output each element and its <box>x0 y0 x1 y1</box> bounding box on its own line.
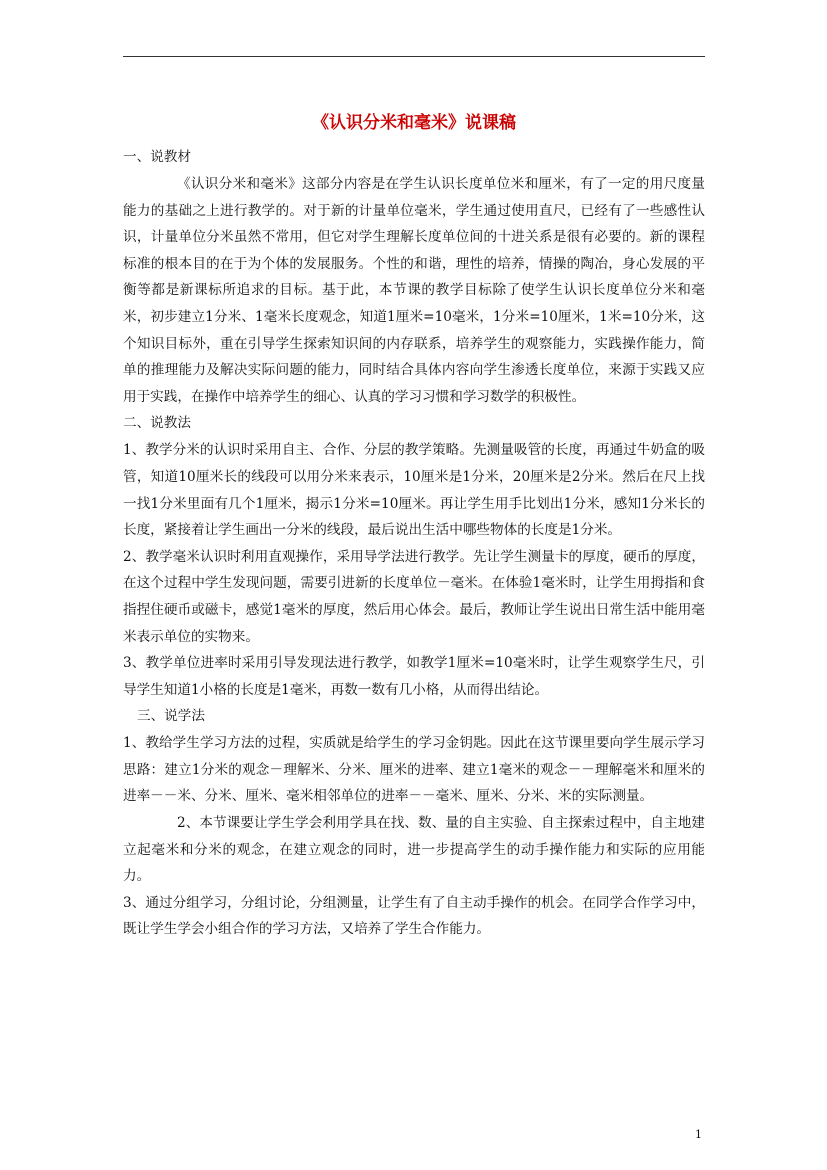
section-heading: 二、说教法 <box>123 415 191 432</box>
paragraph: 1、教学分米的认识时采用自主、合作、分层的教学策略。先测量吸管的长度，再通过牛奶盒的吸管，知道10厘米长的线段可以用分米来表示，10厘米是1分米，20厘米是2分米。然后在尺上找一找1分米里面有几个1厘米，揭示1分米=10厘米。再让学生用手比划出1分米，感知1分米长的长度，紧接着让学生画出一分米的线段，最后说出生活中哪些物体的长度是1分米。 <box>123 442 705 539</box>
section-textbook <box>123 144 705 410</box>
paragraph: 3、通过分组学习，分组讨论，分组测量，让学生有了自主动手操作的机会。在同学合作学习中，既让学生学会小组合作的学习方法，又培养了学生合作能力。 <box>123 894 705 938</box>
document-title: 《认识分米和毫米》说课稿 <box>312 113 516 133</box>
section-heading: 一、说教材 <box>123 149 191 165</box>
section-learning-method <box>123 703 705 943</box>
paragraph: 1、教给学生学习方法的过程，实质就是给学生的学习金钥匙。因此在这节课里要向学生展示学习思路：建立1分米的观念－理解米、分米、厘米的进率、建立1毫米的观念－－理解毫米和厘米的进率－－米、分米、厘米、毫米相邻单位的进率－－毫米、厘米、分米、米的实际测量。 <box>123 735 705 805</box>
document-body <box>123 108 705 943</box>
section-heading: 三、说学法 <box>137 708 205 725</box>
paragraph: 3、教学单位进率时采用引导发现法进行教学，如教学1厘米=10毫米时，让学生观察学生尺，引导学生知道1小格的长度是1毫米，再数一数有几小格，从而得出结论。 <box>123 655 705 698</box>
header-rule <box>123 56 705 57</box>
paragraph: 《认识分米和毫米》这部分内容是在学生认识长度单位米和厘米，有了一定的用尺度量能力的基础之上进行教学的。对于新的计量单位毫米，学生通过使用直尺，已经有了一些感性认识，计量单位分米虽然不常用，但它对学生理解长度单位间的十进关系是很有必要的。新的课程标准的根本目的在于为个体的发展服务。个性的和谐，理性的培养，情操的陶冶，身心发展的平衡等都是新课标所追求的目标。基于此，本节课的教学目标除了使学生认识长度单位分米和毫米，初步建立1分米、1毫米长度观念，知道1厘米=10毫米，1分米=10厘米，1米=10分米，这个知识目标外，重在引导学生探索知识间的内存联系，培养学生的观察能力，实践操作能力，简单的推理能力及解决实际问题的能力，同时结合具体内容向学生渗透长度单位，来源于实践又应用于实践，在操作中培养学生的细心、认真的学习习惯和学习数学的积极性。 <box>123 176 705 405</box>
paragraph: 2、教学毫米认识时利用直观操作，采用导学法进行教学。先让学生测量卡的厚度，硬币的厚度，在这个过程中学生发现问题，需要引进新的长度单位－毫米。在体验1毫米时，让学生用拇指和食指捏住硬币或磁卡，感觉1毫米的厚度，然后用心体会。最后，教师让学生说出日常生活中能用毫米表示单位的实物来。 <box>123 548 705 645</box>
paragraph: 2、本节课要让学生学会利用学具在找、数、量的自主实验、自主探索过程中，自主地建立起毫米和分米的观念，在建立观念的同时，进一步提高学生的动手操作能力和实际的应用能力。 <box>123 815 705 885</box>
page-number: 1 <box>695 1128 702 1141</box>
section-teaching-method <box>123 410 705 703</box>
